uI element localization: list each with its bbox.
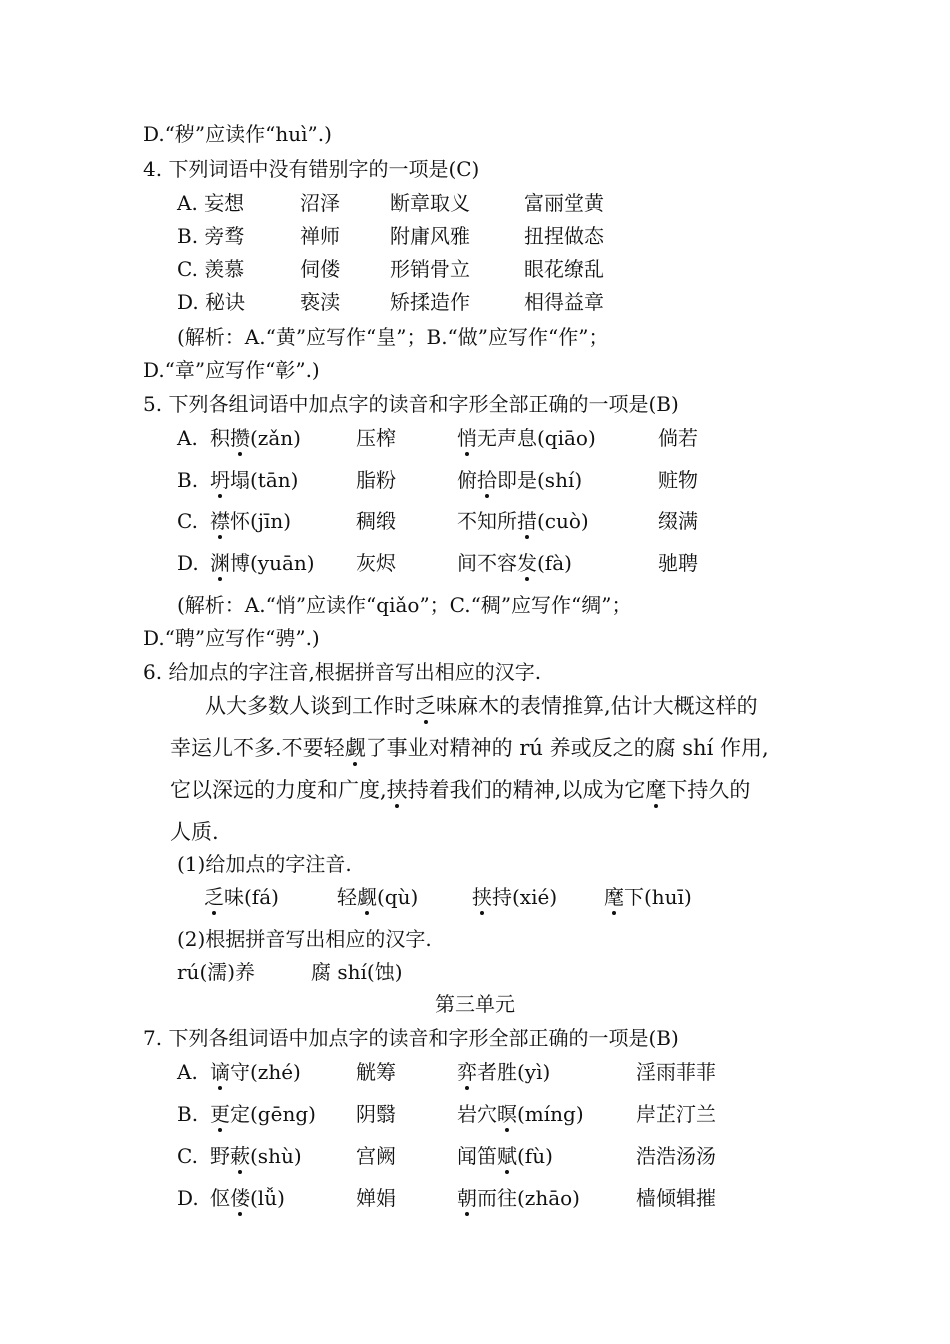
emphasis-dot-char: 蔌 (230, 1144, 250, 1168)
q4-analysis-cont: D.“章”应写作“彰”.) (143, 358, 320, 382)
emphasis-dot-char: 拾 (477, 468, 497, 492)
emphasis-dot-char: 朝 (457, 1186, 477, 1210)
q5-analysis-cont: D.“聘”应写作“骋”.) (143, 626, 320, 650)
emphasis-dot-char: 偻 (230, 1186, 250, 1210)
q5-analysis: (解析：A.“悄”应读作“qiǎo”；C.“稠”应写作“绸”； (177, 593, 632, 617)
emphasis-dot-char: 攒 (230, 426, 250, 450)
unit-heading: 第三单元 (435, 992, 515, 1016)
emphasis-dot-char: 赋 (497, 1144, 517, 1168)
emphasis-dot-char: 坍 (210, 468, 230, 492)
question-6: 6. 给加点的字注音,根据拼音写出相应的汉字. (143, 660, 542, 684)
emphasis-dot-char: 觑 (357, 885, 377, 909)
emphasis-dot-char: 挟 (386, 778, 408, 802)
emphasis-dot-char: 发 (517, 551, 537, 575)
q6-subquestion-2: (2)根据拼音写出相应的汉字. (177, 927, 432, 951)
answer-line: D.“秽”应读作“huì”.) (143, 122, 332, 146)
emphasis-dot-char: 悄 (457, 426, 477, 450)
emphasis-dot-char: 麾 (645, 778, 667, 802)
emphasis-dot-char: 更 (210, 1102, 230, 1126)
emphasis-dot-char: 麾 (604, 885, 624, 909)
emphasis-dot-char: 觑 (344, 736, 366, 760)
emphasis-dot-char: 措 (517, 509, 537, 533)
emphasis-dot-char: 襟 (210, 509, 230, 533)
emphasis-dot-char: 乏 (415, 694, 436, 718)
question-4: 4. 下列词语中没有错别字的一项是(C) (143, 157, 480, 181)
emphasis-dot-char: 乏 (204, 885, 224, 909)
emphasis-dot-char: 挟 (472, 885, 492, 909)
emphasis-dot-char: 渊 (210, 551, 230, 575)
question-7: 7. 下列各组词语中加点字的读音和字形全部正确的一项是(B) (143, 1026, 679, 1050)
emphasis-dot-char: 弈 (457, 1060, 477, 1084)
emphasis-dot-char: 暝 (497, 1102, 517, 1126)
q6-subquestion-1: (1)给加点的字注音. (177, 852, 352, 876)
question-5: 5. 下列各组词语中加点字的读音和字形全部正确的一项是(B) (143, 392, 679, 416)
q4-analysis: (解析：A.“黄”应写作“皇”；B.“做”应写作“作”； (177, 325, 609, 349)
emphasis-dot-char: 谪 (210, 1060, 230, 1084)
